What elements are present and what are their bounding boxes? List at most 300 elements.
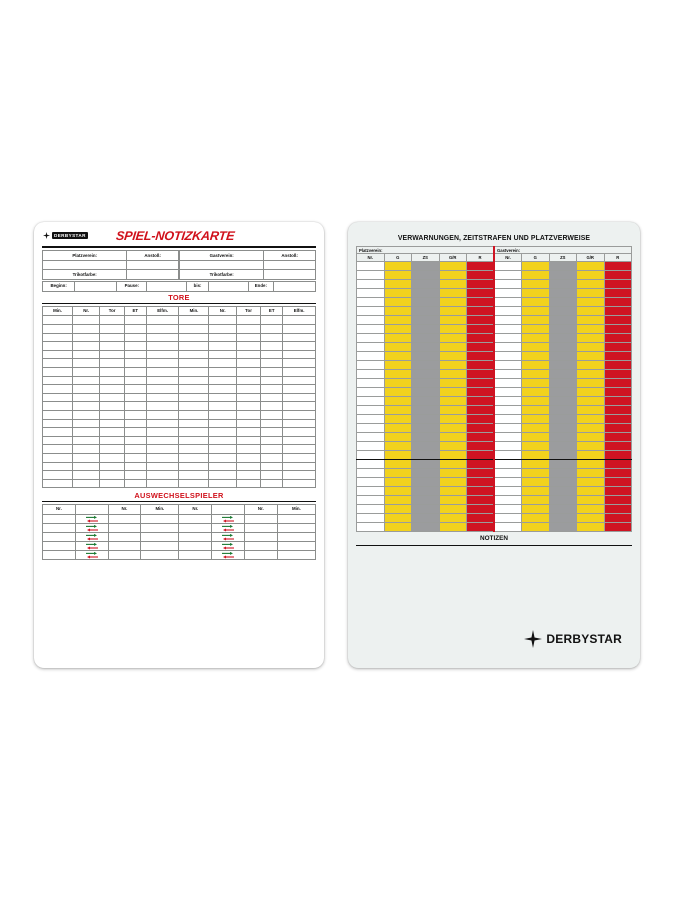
back-cell[interactable]	[549, 523, 577, 532]
back-cell[interactable]	[357, 361, 385, 370]
goals-cell[interactable]	[124, 445, 146, 454]
back-cell[interactable]	[384, 343, 412, 352]
back-cell[interactable]	[467, 442, 495, 451]
goals-cell[interactable]	[236, 376, 261, 385]
back-cell[interactable]	[357, 379, 385, 388]
back-cell[interactable]	[357, 307, 385, 316]
back-cell[interactable]	[384, 406, 412, 415]
subs-cell[interactable]	[179, 515, 212, 524]
goals-row[interactable]	[43, 316, 316, 325]
goals-cell[interactable]	[43, 428, 73, 437]
back-cell[interactable]	[577, 433, 605, 442]
back-cell[interactable]	[467, 478, 495, 487]
back-cell[interactable]	[604, 478, 632, 487]
back-cell[interactable]	[384, 397, 412, 406]
back-cell[interactable]	[494, 298, 522, 307]
goals-cell[interactable]	[261, 359, 283, 368]
goals-cell[interactable]	[179, 368, 209, 377]
back-cell[interactable]	[522, 397, 550, 406]
goals-cell[interactable]	[209, 376, 236, 385]
back-cell[interactable]	[577, 496, 605, 505]
back-cell[interactable]	[357, 460, 385, 469]
goals-cell[interactable]	[283, 445, 316, 454]
back-cell[interactable]	[467, 379, 495, 388]
back-cell[interactable]	[412, 352, 440, 361]
goals-cell[interactable]	[236, 479, 261, 488]
goals-cell[interactable]	[261, 436, 283, 445]
goals-cell[interactable]	[283, 333, 316, 342]
goals-cell[interactable]	[100, 325, 125, 334]
goals-cell[interactable]	[73, 411, 100, 420]
subs-cell[interactable]	[179, 524, 212, 533]
back-row[interactable]	[357, 388, 632, 397]
back-cell[interactable]	[384, 307, 412, 316]
goals-cell[interactable]	[124, 471, 146, 480]
back-cell[interactable]	[494, 442, 522, 451]
goals-cell[interactable]	[43, 419, 73, 428]
back-cell[interactable]	[494, 334, 522, 343]
back-cell[interactable]	[467, 487, 495, 496]
back-cell[interactable]	[522, 442, 550, 451]
back-cell[interactable]	[412, 442, 440, 451]
back-cell[interactable]	[549, 406, 577, 415]
goals-cell[interactable]	[100, 316, 125, 325]
back-cell[interactable]	[549, 478, 577, 487]
goals-cell[interactable]	[236, 316, 261, 325]
back-cell[interactable]	[494, 514, 522, 523]
back-cell[interactable]	[439, 388, 467, 397]
back-cell[interactable]	[549, 433, 577, 442]
goals-cell[interactable]	[179, 333, 209, 342]
goals-cell[interactable]	[283, 393, 316, 402]
back-cell[interactable]	[577, 406, 605, 415]
back-cell[interactable]	[549, 388, 577, 397]
back-row[interactable]	[357, 523, 632, 532]
back-row[interactable]	[357, 433, 632, 442]
back-cell[interactable]	[522, 514, 550, 523]
back-cell[interactable]	[577, 379, 605, 388]
goals-cell[interactable]	[283, 342, 316, 351]
back-cell[interactable]	[467, 397, 495, 406]
goals-cell[interactable]	[124, 453, 146, 462]
back-cell[interactable]	[384, 352, 412, 361]
back-cell[interactable]	[412, 298, 440, 307]
goals-cell[interactable]	[100, 411, 125, 420]
begin-input[interactable]	[75, 282, 117, 292]
goals-cell[interactable]	[209, 453, 236, 462]
back-cell[interactable]	[604, 388, 632, 397]
back-cell[interactable]	[467, 307, 495, 316]
back-cell[interactable]	[384, 298, 412, 307]
back-row[interactable]	[357, 334, 632, 343]
back-cell[interactable]	[549, 442, 577, 451]
back-cell[interactable]	[357, 289, 385, 298]
goals-row[interactable]	[43, 479, 316, 488]
back-cell[interactable]	[384, 361, 412, 370]
back-cell[interactable]	[412, 289, 440, 298]
back-cell[interactable]	[439, 370, 467, 379]
back-cell[interactable]	[412, 316, 440, 325]
subs-row[interactable]	[43, 533, 316, 542]
back-cell[interactable]	[412, 397, 440, 406]
back-cell[interactable]	[439, 379, 467, 388]
back-cell[interactable]	[384, 478, 412, 487]
goals-cell[interactable]	[236, 402, 261, 411]
back-cell[interactable]	[577, 280, 605, 289]
subs-cell[interactable]	[141, 533, 179, 542]
back-cell[interactable]	[357, 298, 385, 307]
back-cell[interactable]	[357, 316, 385, 325]
back-row[interactable]	[357, 352, 632, 361]
goals-cell[interactable]	[73, 462, 100, 471]
subs-row[interactable]	[43, 542, 316, 551]
back-cell[interactable]	[604, 460, 632, 469]
back-cell[interactable]	[384, 460, 412, 469]
back-cell[interactable]	[467, 343, 495, 352]
goals-row[interactable]	[43, 411, 316, 420]
back-cell[interactable]	[467, 424, 495, 433]
goals-cell[interactable]	[283, 376, 316, 385]
goals-cell[interactable]	[100, 368, 125, 377]
back-cell[interactable]	[577, 271, 605, 280]
back-cell[interactable]	[577, 343, 605, 352]
goals-cell[interactable]	[146, 445, 179, 454]
back-cell[interactable]	[384, 325, 412, 334]
back-cell[interactable]	[604, 514, 632, 523]
back-cell[interactable]	[577, 352, 605, 361]
goals-cell[interactable]	[73, 376, 100, 385]
subs-cell[interactable]	[244, 515, 277, 524]
goals-cell[interactable]	[100, 419, 125, 428]
back-cell[interactable]	[357, 469, 385, 478]
subs-cell[interactable]	[43, 524, 76, 533]
goals-cell[interactable]	[209, 333, 236, 342]
goals-cell[interactable]	[43, 342, 73, 351]
back-cell[interactable]	[384, 271, 412, 280]
back-cell[interactable]	[467, 352, 495, 361]
back-cell[interactable]	[412, 325, 440, 334]
goals-cell[interactable]	[261, 393, 283, 402]
back-cell[interactable]	[494, 370, 522, 379]
goals-cell[interactable]	[100, 402, 125, 411]
back-cell[interactable]	[467, 334, 495, 343]
back-cell[interactable]	[494, 433, 522, 442]
goals-cell[interactable]	[236, 419, 261, 428]
goals-row[interactable]	[43, 342, 316, 351]
back-cell[interactable]	[412, 262, 440, 271]
back-cell[interactable]	[439, 433, 467, 442]
back-cell[interactable]	[604, 262, 632, 271]
back-cell[interactable]	[577, 262, 605, 271]
goals-cell[interactable]	[236, 359, 261, 368]
goals-cell[interactable]	[124, 359, 146, 368]
goals-cell[interactable]	[43, 462, 73, 471]
back-cell[interactable]	[494, 271, 522, 280]
subs-cell[interactable]	[43, 533, 76, 542]
until-input[interactable]	[209, 282, 249, 292]
goals-cell[interactable]	[283, 479, 316, 488]
subs-cell[interactable]	[277, 533, 315, 542]
back-cell[interactable]	[604, 433, 632, 442]
subs-cell[interactable]	[43, 515, 76, 524]
back-cell[interactable]	[384, 379, 412, 388]
back-cell[interactable]	[494, 415, 522, 424]
back-cell[interactable]	[549, 469, 577, 478]
back-cell[interactable]	[577, 307, 605, 316]
goals-cell[interactable]	[73, 385, 100, 394]
back-cell[interactable]	[412, 271, 440, 280]
goals-cell[interactable]	[283, 436, 316, 445]
goals-cell[interactable]	[124, 419, 146, 428]
back-cell[interactable]	[467, 451, 495, 460]
goals-cell[interactable]	[124, 376, 146, 385]
goals-cell[interactable]	[261, 445, 283, 454]
back-cell[interactable]	[412, 433, 440, 442]
back-cell[interactable]	[494, 460, 522, 469]
goals-row[interactable]	[43, 385, 316, 394]
back-cell[interactable]	[604, 271, 632, 280]
goals-cell[interactable]	[261, 333, 283, 342]
goals-cell[interactable]	[236, 428, 261, 437]
goals-cell[interactable]	[43, 411, 73, 420]
back-cell[interactable]	[577, 388, 605, 397]
back-cell[interactable]	[412, 469, 440, 478]
subs-cell[interactable]	[179, 542, 212, 551]
back-cell[interactable]	[494, 325, 522, 334]
back-cell[interactable]	[439, 406, 467, 415]
subs-row[interactable]	[43, 524, 316, 533]
goals-cell[interactable]	[283, 350, 316, 359]
back-cell[interactable]	[604, 397, 632, 406]
goals-cell[interactable]	[283, 316, 316, 325]
back-cell[interactable]	[494, 343, 522, 352]
back-cell[interactable]	[549, 496, 577, 505]
goals-cell[interactable]	[209, 479, 236, 488]
goals-cell[interactable]	[261, 350, 283, 359]
back-row[interactable]	[357, 406, 632, 415]
back-cell[interactable]	[439, 424, 467, 433]
back-row[interactable]	[357, 343, 632, 352]
back-cell[interactable]	[439, 271, 467, 280]
back-cell[interactable]	[604, 316, 632, 325]
back-cell[interactable]	[577, 370, 605, 379]
goals-cell[interactable]	[100, 471, 125, 480]
goals-row[interactable]	[43, 453, 316, 462]
back-cell[interactable]	[439, 307, 467, 316]
back-cell[interactable]	[412, 379, 440, 388]
back-cell[interactable]	[384, 505, 412, 514]
back-cell[interactable]	[604, 307, 632, 316]
back-cell[interactable]	[549, 262, 577, 271]
goals-cell[interactable]	[43, 445, 73, 454]
back-cell[interactable]	[439, 496, 467, 505]
back-cell[interactable]	[412, 388, 440, 397]
back-row[interactable]	[357, 442, 632, 451]
back-cell[interactable]	[522, 478, 550, 487]
subs-cell[interactable]	[277, 542, 315, 551]
goals-cell[interactable]	[73, 428, 100, 437]
goals-row[interactable]	[43, 471, 316, 480]
back-cell[interactable]	[522, 496, 550, 505]
back-cell[interactable]	[467, 316, 495, 325]
goals-cell[interactable]	[146, 436, 179, 445]
back-row[interactable]	[357, 307, 632, 316]
goals-cell[interactable]	[261, 368, 283, 377]
back-cell[interactable]	[522, 289, 550, 298]
back-cell[interactable]	[439, 397, 467, 406]
goals-cell[interactable]	[236, 350, 261, 359]
subs-cell[interactable]	[141, 515, 179, 524]
goals-row[interactable]	[43, 419, 316, 428]
goals-cell[interactable]	[209, 462, 236, 471]
back-cell[interactable]	[604, 469, 632, 478]
goals-cell[interactable]	[209, 325, 236, 334]
away-shirt-input[interactable]	[264, 270, 316, 280]
back-cell[interactable]	[439, 451, 467, 460]
back-cell[interactable]	[412, 496, 440, 505]
back-cell[interactable]	[577, 451, 605, 460]
back-row[interactable]	[357, 361, 632, 370]
goals-cell[interactable]	[179, 411, 209, 420]
goals-cell[interactable]	[236, 471, 261, 480]
goals-cell[interactable]	[283, 411, 316, 420]
back-cell[interactable]	[357, 514, 385, 523]
subs-cell[interactable]	[108, 551, 141, 560]
back-cell[interactable]	[494, 478, 522, 487]
back-cell[interactable]	[357, 424, 385, 433]
goals-cell[interactable]	[283, 428, 316, 437]
back-cell[interactable]	[604, 424, 632, 433]
goals-cell[interactable]	[146, 479, 179, 488]
back-cell[interactable]	[412, 280, 440, 289]
back-cell[interactable]	[577, 397, 605, 406]
goals-cell[interactable]	[146, 419, 179, 428]
goals-cell[interactable]	[124, 316, 146, 325]
back-cell[interactable]	[604, 289, 632, 298]
back-cell[interactable]	[467, 325, 495, 334]
back-cell[interactable]	[577, 361, 605, 370]
back-cell[interactable]	[384, 262, 412, 271]
goals-cell[interactable]	[124, 428, 146, 437]
back-cell[interactable]	[549, 379, 577, 388]
goals-cell[interactable]	[209, 402, 236, 411]
goals-cell[interactable]	[146, 462, 179, 471]
back-cell[interactable]	[522, 469, 550, 478]
back-cell[interactable]	[384, 514, 412, 523]
subs-cell[interactable]	[244, 524, 277, 533]
goals-cell[interactable]	[100, 385, 125, 394]
goals-cell[interactable]	[236, 445, 261, 454]
back-cell[interactable]	[522, 424, 550, 433]
back-cell[interactable]	[494, 361, 522, 370]
subs-cell[interactable]	[43, 542, 76, 551]
goals-cell[interactable]	[43, 359, 73, 368]
goals-cell[interactable]	[124, 393, 146, 402]
back-cell[interactable]	[412, 343, 440, 352]
back-cell[interactable]	[357, 505, 385, 514]
goals-cell[interactable]	[179, 445, 209, 454]
back-cell[interactable]	[412, 478, 440, 487]
back-cell[interactable]	[357, 334, 385, 343]
goals-cell[interactable]	[209, 393, 236, 402]
goals-cell[interactable]	[43, 316, 73, 325]
goals-cell[interactable]	[146, 393, 179, 402]
goals-cell[interactable]	[100, 445, 125, 454]
back-cell[interactable]	[439, 262, 467, 271]
goals-cell[interactable]	[73, 453, 100, 462]
back-cell[interactable]	[522, 523, 550, 532]
goals-cell[interactable]	[179, 453, 209, 462]
back-cell[interactable]	[494, 289, 522, 298]
back-cell[interactable]	[412, 460, 440, 469]
back-cell[interactable]	[357, 415, 385, 424]
back-cell[interactable]	[357, 496, 385, 505]
back-cell[interactable]	[522, 487, 550, 496]
back-cell[interactable]	[384, 442, 412, 451]
back-cell[interactable]	[439, 478, 467, 487]
back-cell[interactable]	[494, 262, 522, 271]
goals-cell[interactable]	[146, 342, 179, 351]
back-cell[interactable]	[467, 262, 495, 271]
back-cell[interactable]	[577, 325, 605, 334]
goals-cell[interactable]	[146, 316, 179, 325]
back-cell[interactable]	[357, 397, 385, 406]
goals-row[interactable]	[43, 462, 316, 471]
goals-cell[interactable]	[124, 325, 146, 334]
back-cell[interactable]	[412, 523, 440, 532]
goals-row[interactable]	[43, 359, 316, 368]
back-cell[interactable]	[494, 406, 522, 415]
goals-cell[interactable]	[209, 350, 236, 359]
back-cell[interactable]	[494, 388, 522, 397]
goals-cell[interactable]	[100, 436, 125, 445]
goals-cell[interactable]	[100, 333, 125, 342]
goals-row[interactable]	[43, 393, 316, 402]
back-cell[interactable]	[357, 325, 385, 334]
back-cell[interactable]	[439, 469, 467, 478]
back-cell[interactable]	[522, 316, 550, 325]
back-cell[interactable]	[549, 397, 577, 406]
subs-cell[interactable]	[108, 542, 141, 551]
back-row[interactable]	[357, 478, 632, 487]
goals-row[interactable]	[43, 402, 316, 411]
goals-cell[interactable]	[73, 479, 100, 488]
back-cell[interactable]	[412, 370, 440, 379]
goals-cell[interactable]	[179, 462, 209, 471]
back-row[interactable]	[357, 262, 632, 271]
back-cell[interactable]	[522, 280, 550, 289]
goals-cell[interactable]	[124, 368, 146, 377]
back-cell[interactable]	[357, 433, 385, 442]
goals-cell[interactable]	[100, 462, 125, 471]
back-row[interactable]	[357, 289, 632, 298]
back-cell[interactable]	[577, 514, 605, 523]
back-row[interactable]	[357, 397, 632, 406]
back-cell[interactable]	[467, 523, 495, 532]
goals-cell[interactable]	[236, 342, 261, 351]
subs-cell[interactable]	[43, 551, 76, 560]
goals-cell[interactable]	[73, 350, 100, 359]
back-cell[interactable]	[384, 388, 412, 397]
back-cell[interactable]	[439, 325, 467, 334]
back-cell[interactable]	[384, 496, 412, 505]
back-row[interactable]	[357, 415, 632, 424]
back-cell[interactable]	[357, 271, 385, 280]
goals-cell[interactable]	[73, 393, 100, 402]
back-cell[interactable]	[494, 523, 522, 532]
back-cell[interactable]	[549, 352, 577, 361]
back-cell[interactable]	[467, 361, 495, 370]
